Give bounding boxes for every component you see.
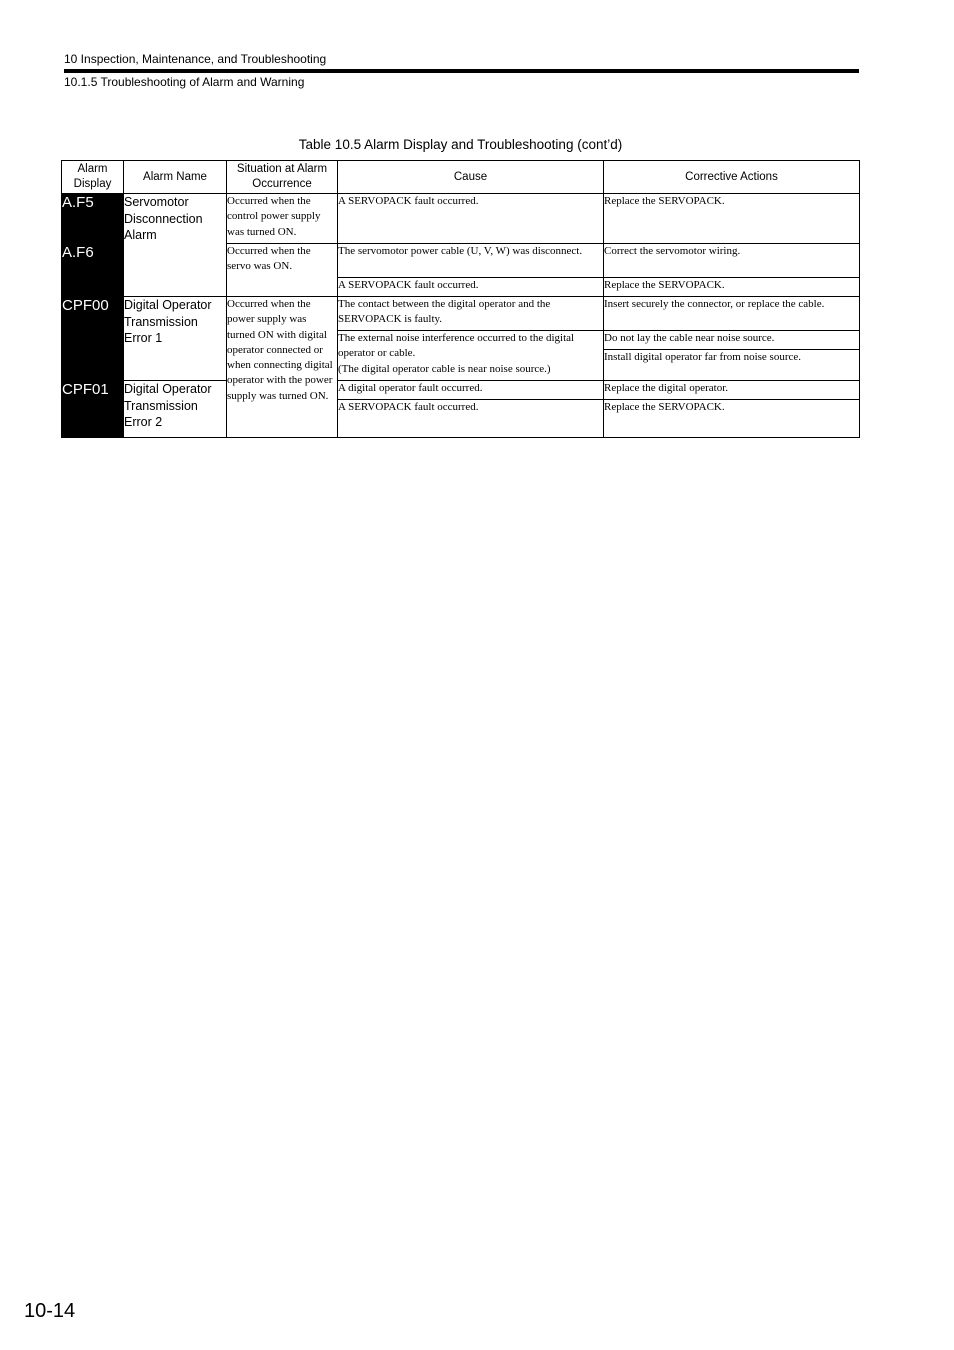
section-header: 10.1.5 Troubleshooting of Alarm and Warning <box>64 75 305 89</box>
alarm-code: CPF01 <box>62 381 124 438</box>
situation-text: when connecting digital operator with the power supply was turned ON. <box>227 359 333 402</box>
page-number: 10-14 <box>24 1300 76 1322</box>
situation-cell <box>227 297 338 438</box>
alarm-code: A.F5 <box>62 194 124 244</box>
col-header-actions: Corrective Actions <box>604 161 860 194</box>
cause-cell: A digital operator fault occurred. <box>338 381 604 400</box>
col-header-alarm-name: Alarm Name <box>124 161 227 194</box>
situation-cell: Occurred when the servo was ON. <box>227 244 338 297</box>
action-cell: Install digital operator far from noise source. <box>604 350 860 381</box>
action-cell: Correct the servomotor wiring. <box>604 244 860 278</box>
cause-cell: The servomotor power cable (U, V, W) was disconnect. <box>338 244 604 278</box>
situation-text: Occurred when the power supply was turned ON with digital operator connected or <box>227 298 327 356</box>
alarm-name: Digital Operator Transmission Error 1 <box>124 297 227 381</box>
cause-cell: A SERVOPACK fault occurred. <box>338 194 604 244</box>
table-row <box>62 381 860 400</box>
cause-text: The external noise interference occurred to the digital operator or cable. <box>338 332 575 360</box>
cause-cell <box>338 331 604 381</box>
action-cell: Insert securely the connector, or replace the cable. <box>604 297 860 331</box>
col-header-situation: Situation at Alarm Occurrence <box>227 161 338 194</box>
table-row <box>62 194 860 244</box>
header-rule <box>64 69 859 73</box>
alarm-table <box>61 160 860 438</box>
situation-cell: Occurred when the control power supply was turned ON. <box>227 194 338 244</box>
action-cell: Replace the SERVOPACK. <box>604 400 860 438</box>
alarm-code: A.F6 <box>62 244 124 297</box>
alarm-code: CPF00 <box>62 297 124 381</box>
alarm-name: Digital Operator Transmission Error 2 <box>124 381 227 438</box>
table-header-row <box>62 161 860 194</box>
cause-cell: A SERVOPACK fault occurred. <box>338 278 604 297</box>
col-header-cause: Cause <box>338 161 604 194</box>
cause-cell: A SERVOPACK fault occurred. <box>338 400 604 438</box>
alarm-name: Servomotor Disconnection Alarm <box>124 194 227 297</box>
cause-cell: The contact between the digital operator and the SERVOPACK is faulty. <box>338 297 604 331</box>
table-row <box>62 297 860 331</box>
action-cell: Replace the SERVOPACK. <box>604 194 860 244</box>
col-header-alarm-display: Alarm Display <box>62 161 124 194</box>
cause-note: (The digital operator cable is near noise source.) <box>338 362 551 375</box>
table-caption: Table 10.5 Alarm Display and Troubleshooting (cont’d) <box>298 137 623 152</box>
action-cell: Replace the digital operator. <box>604 381 860 400</box>
chapter-header: 10 Inspection, Maintenance, and Troubleshooting <box>64 52 327 66</box>
action-cell: Do not lay the cable near noise source. <box>604 331 860 350</box>
action-cell: Replace the SERVOPACK. <box>604 278 860 297</box>
